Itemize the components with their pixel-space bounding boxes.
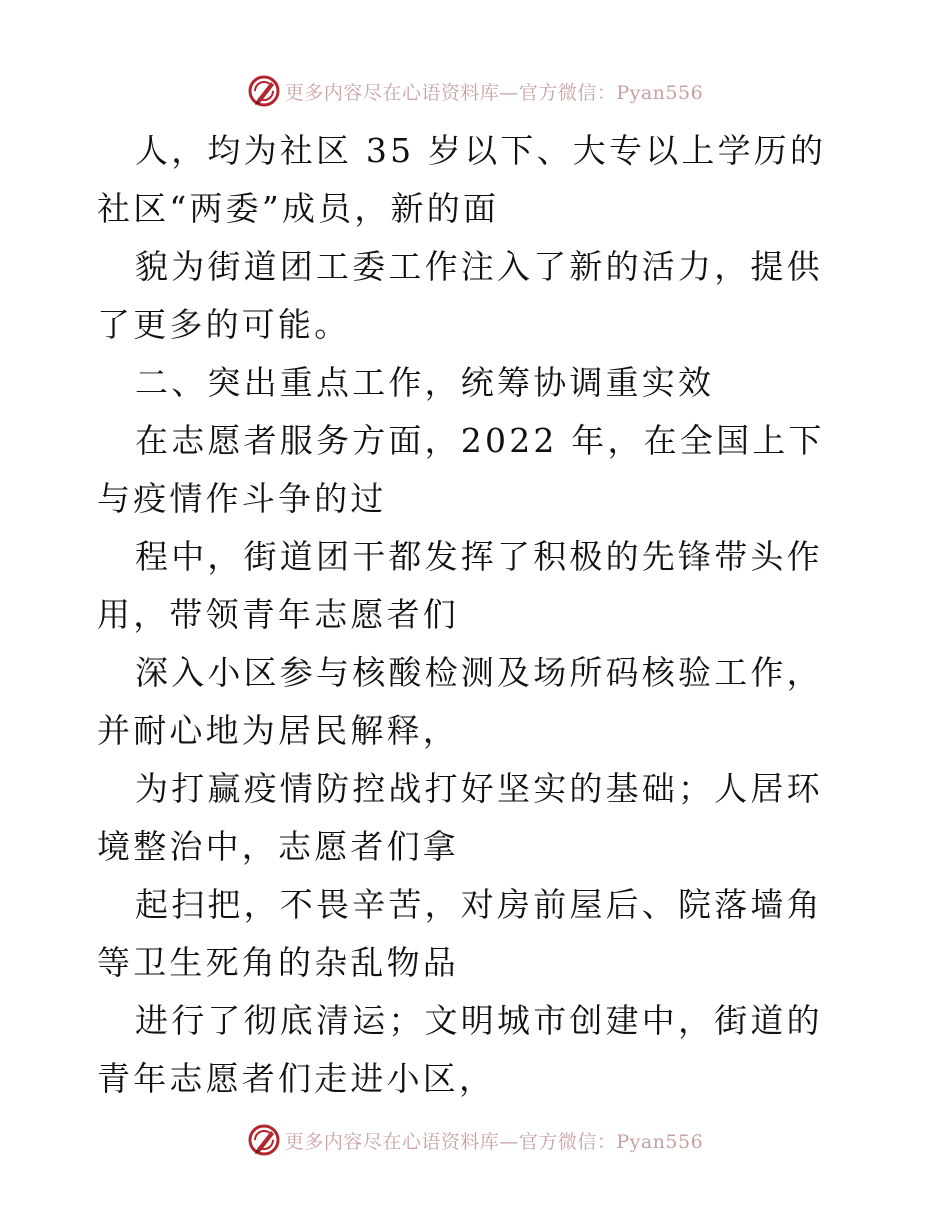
paragraph: 深入小区参与核酸检测及场所码核验工作，并耐心地为居民解释，: [97, 653, 823, 750]
footer-banner-text: 更多内容尽在心语资料库—官方微信：Pyan556: [284, 1130, 704, 1153]
footer-banner: [0, 1120, 950, 1160]
paragraph: 进行了彻底清运；文明城市创建中，街道的青年志愿者们走进小区，: [97, 1001, 823, 1098]
paragraph: 为打赢疫情防控战打好坚实的基础；人居环境整治中，志愿者们拿: [97, 769, 823, 866]
header-banner-text: 更多内容尽在心语资料库—官方微信：Pyan556: [284, 81, 704, 104]
header-banner: [0, 71, 950, 111]
pen-circle-logo-icon: [247, 74, 281, 108]
paragraph: 在志愿者服务方面，2022 年，在全国上下与疫情作斗争的过: [97, 421, 825, 518]
paragraph: 程中，街道团干都发挥了积极的先锋带头作用，带领青年志愿者们: [97, 537, 823, 634]
paragraph: 貌为街道团工委工作注入了新的活力，提供了更多的可能。: [97, 247, 823, 344]
paragraph: 起扫把，不畏辛苦，对房前屋后、院落墙角等卫生死角的杂乱物品: [97, 885, 823, 982]
document-body: [97, 122, 857, 1108]
section-heading: 二、突出重点工作，统筹协调重实效: [135, 363, 715, 402]
pen-circle-logo-icon: [247, 1123, 281, 1157]
paragraph: 人，均为社区 35 岁以下、大专以上学历的社区“两委”成员，新的面: [97, 131, 827, 228]
